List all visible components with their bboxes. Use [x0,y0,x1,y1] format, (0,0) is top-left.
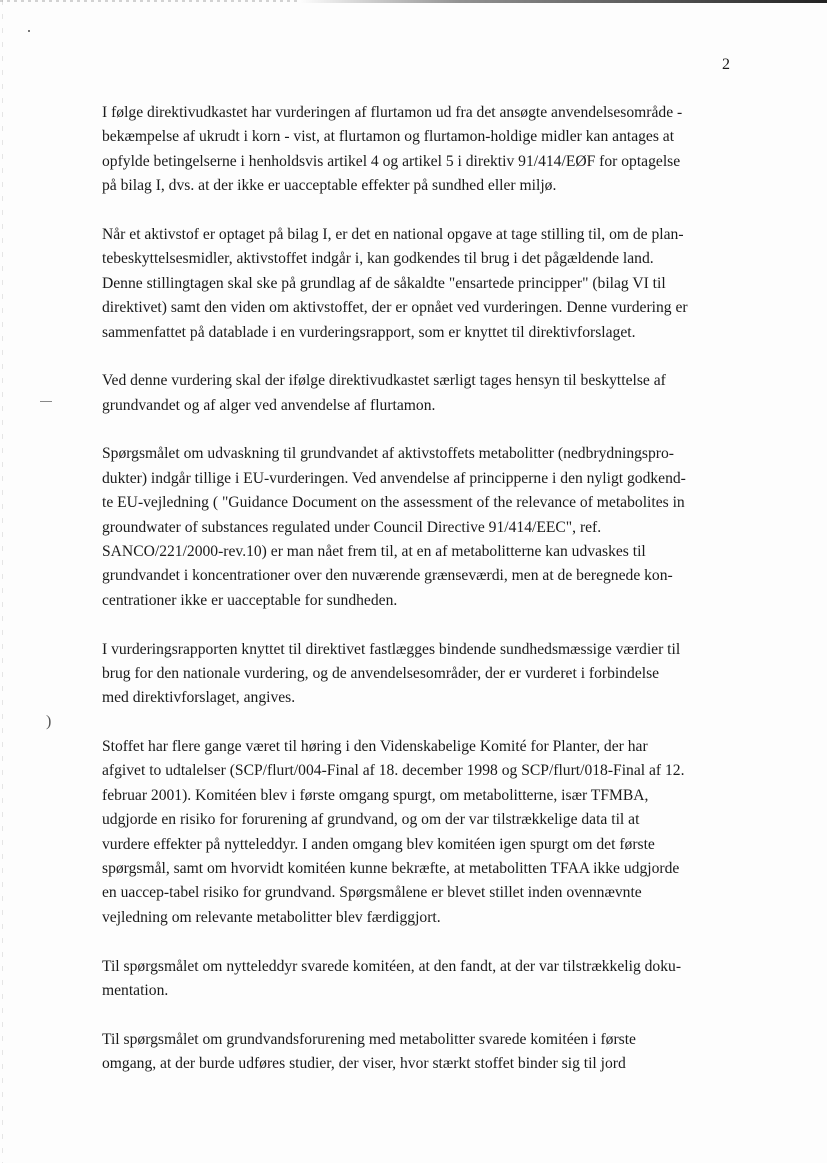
paragraph [102,101,732,199]
text-line: bekæmpelse af ukrudt i korn - vist, at flurtamon og flurtamon-holdige midler kan antages at [102,128,675,146]
text-line: centrationer ikke er uacceptable for sundheden. [102,591,398,609]
text-line: Til spørgsmålet om grundvandsforurening med metabolitter svarede komitéen i første [102,1030,636,1048]
paragraph [102,442,732,613]
margin-dash-mark [40,401,52,402]
text-line: vurdere effekter på nytteleddyr. I anden omgang blev komitéen igen spurgt om det første [102,835,655,853]
text-line: Spørgsmålet om udvaskning til grundvandet af aktivstoffets metabolitter (nedbrydningspro- [102,445,674,463]
text-line: tebeskyttelsesmidler, aktivstoffet indgår i, kan godkendes til brug i det pågældende land. [102,250,654,268]
scan-edge-top [300,0,827,3]
text-line: en uaccep-tabel risiko for grundvand. Spørgsmålene er blevet stillet inden ovennævnte [102,884,642,902]
margin-paren-mark: ) [46,713,52,730]
text-line: spørgsmål, samt om hvorvidt komitéen kunne bekræfte, at metabolitten TFAA ikke udgjorde [102,860,680,878]
text-line: vejledning om relevante metabolitter blev færdiggjort. [102,908,441,926]
document-body [102,101,732,1076]
page-number: 2 [722,56,730,73]
text-line: udgjorde en risiko for forurening af grundvand, og om der var tilstrækkelige data til at [102,811,640,829]
text-line: afgivet to udtalelser (SCP/flurt/004-Final af 18. december 1998 og SCP/flurt/018-Final af 12. [102,762,685,780]
paragraph [102,955,732,1004]
text-line: dukter) indgår tillige i EU-vurderingen. Ved anvendelse af principperne i den nyligt godkend- [102,469,686,487]
text-line: I vurderingsrapporten knyttet til direktivet fastlægges bindende sundhedsmæssige værdier til [102,640,681,658]
text-line: med direktivforslaget, angives. [102,689,296,707]
text-line: I følge direktivudkastet har vurderingen af flurtamon ud fra det ansøgte anvendelsesområde - [102,104,683,121]
scan-edge-left [2,0,3,1163]
text-line: Stoffet har flere gange været til høring i den Videnskabelige Komité for Planter, der har [102,738,648,756]
text-line: omgang, at der burde udføres studier, der viser, hvor stærkt stoffet binder sig til jord [102,1055,626,1073]
paragraph [102,369,732,418]
text-line: direktivet) samt den viden om aktivstoffet, der er opnået ved vurderingen. Denne vurdering er [102,299,688,317]
text-line: opfylde betingelserne i henholdsvis artikel 4 og artikel 5 i direktiv 91/414/EØF for optagelse [102,152,681,170]
text-line: sammenfattet på datablade i en vurderingsrapport, som er knyttet til direktivforslaget. [102,323,636,341]
text-line: SANCO/221/2000-rev.10) er man nået frem til, at en af metabolitterne kan udvaskes til [102,542,646,560]
text-line: Til spørgsmålet om nytteleddyr svarede komitéen, at den fandt, at der var tilstrækkelig doku- [102,957,682,975]
text-line: Ved denne vurdering skal der ifølge direktivudkastet særligt tages hensyn til beskyttelse af [102,372,666,390]
text-line: grundvandet i koncentrationer over den nuværende grænseværdi, men at de beregnede kon- [102,567,673,585]
scan-edge-top-left [0,0,300,2]
text-line: mentation. [102,981,169,999]
paragraph [102,223,732,345]
text-line: brug for den nationale vurdering, og de anvendelsesområder, der er vurderet i forbindelse [102,664,660,682]
text-line: på bilag I, dvs. at der ikke er uacceptable effekter på sundhed eller miljø. [102,177,557,195]
paragraph [102,1028,732,1077]
text-line: groundwater of substances regulated under Council Directive 91/414/EEC", ref. [102,518,602,536]
text-line: februar 2001). Komitéen blev i første omgang spurgt, om metabolitterne, især TFMBA, [102,786,649,804]
text-line: Denne stillingtagen skal ske på grundlag af de såkaldte "ensartede principper" (bilag VI til [102,274,666,292]
text-line: te EU-vejledning ( "Guidance Document on the assessment of the relevance of metabolites in [102,494,685,512]
paragraph [102,638,732,711]
text-line: grundvandet og af alger ved anvendelse af flurtamon. [102,396,436,414]
scan-speck [28,30,30,32]
paragraph [102,735,732,930]
text-line: Når et aktivstof er optaget på bilag I, er det en national opgave at tage stilling til, om de plan- [102,225,684,243]
